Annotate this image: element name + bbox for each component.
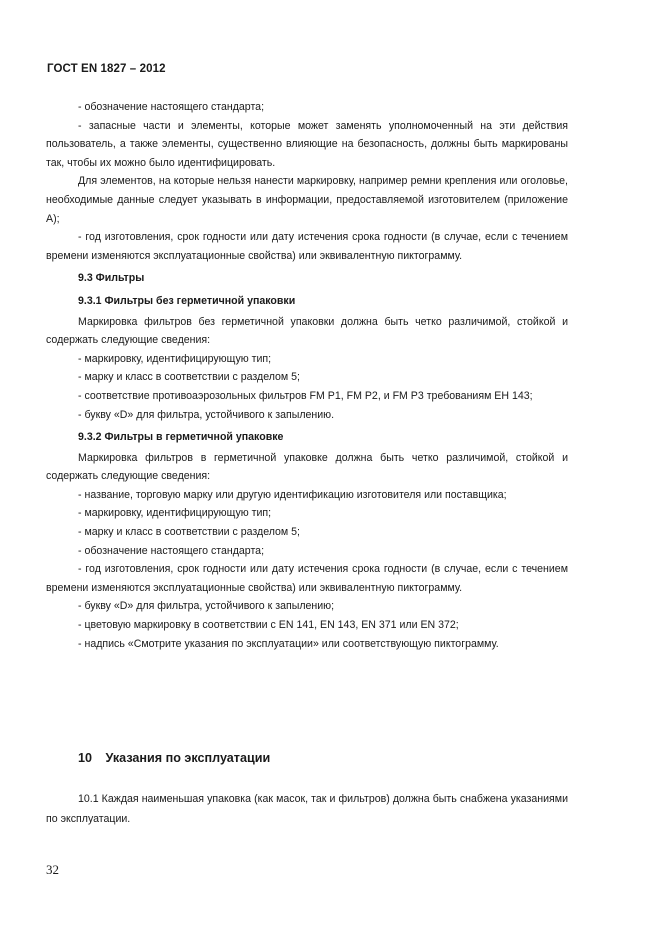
list-item: - год изготовления, срок годности или дату истечения срока годности (в случае, если с течением времени изменяются эксплуатационные свойства) или эквивалентную пиктограмму.	[46, 563, 568, 594]
paragraph: Для элементов, на которые нельзя нанести маркировку, например ремни крепления или оголовье, необходимые данные следует указывать в информации, предоставляемой изготовителем (приложение А);	[46, 175, 568, 225]
subsection-heading: 9.3.1 Фильтры без герметичной упаковки	[78, 294, 296, 307]
list-item: - букву «D» для фильтра, устойчивого к запылению.	[78, 408, 335, 421]
list-item: - марку и класс в соответствии с разделом 5;	[78, 371, 300, 384]
subsection-heading: 9.3.2 Фильтры в герметичной упаковке	[78, 431, 284, 444]
paragraph: - запасные части и элементы, которые может заменять уполномоченный на эти действия пользователь, а также элементы, существенно влияющие на безопасность, должны быть маркированы так, чтобы их можно было идентифицировать.	[46, 119, 568, 169]
section-10-body	[46, 789, 568, 829]
page-number: 32	[46, 862, 59, 877]
paragraph: - обозначение настоящего стандарта;	[78, 101, 265, 113]
document-header: ГОСТ EN 1827 – 2012	[47, 63, 166, 75]
section-10-heading	[78, 751, 270, 765]
paragraph: Маркировка фильтров без герметичной упаковки должна быть четко различимой, стойкой и содержать следующие сведения:	[46, 315, 568, 347]
paragraph: - год изготовления, срок годности или дату истечения срока годности (в случае, если с течением времени изменяются эксплуатационные свойства) или эквивалентную пиктограмму.	[46, 231, 568, 262]
list-item: - соответствие противоаэрозольных фильтров FM P1, FM P2, и FM P3 требованиям ЕН 143;	[78, 389, 533, 402]
document-body	[46, 98, 568, 653]
paragraph: 10.1 Каждая наименьшая упаковка (как масок, так и фильтров) должна быть снабжена указаниями по эксплуатации.	[46, 793, 568, 825]
list-item: - название, торговую марку или другую идентификацию изготовителя или поставщика;	[78, 488, 507, 501]
list-item: - надпись «Смотрите указания по эксплуатации» или соответствующую пиктограмму.	[78, 637, 499, 650]
list-item: - маркировку, идентифицирующую тип;	[78, 352, 272, 365]
list-item: - маркировку, идентифицирующую тип;	[78, 507, 272, 520]
section-title: Указания по эксплуатации	[105, 751, 271, 765]
list-item: - цветовую маркировку в соответствии с EN 141, EN 143, EN 371 или EN 372;	[78, 619, 459, 632]
list-item: - букву «D» для фильтра, устойчивого к запылению;	[78, 600, 335, 613]
list-item: - марку и класс в соответствии с разделом 5;	[78, 526, 300, 539]
list-item: - обозначение настоящего стандарта;	[78, 544, 265, 557]
paragraph: Маркировка фильтров в герметичной упаковке должна быть четко различимой, стойкой и содержать следующие сведения:	[46, 451, 568, 483]
section-heading: 9.3 Фильтры	[78, 272, 145, 285]
section-number: 10	[78, 751, 93, 765]
